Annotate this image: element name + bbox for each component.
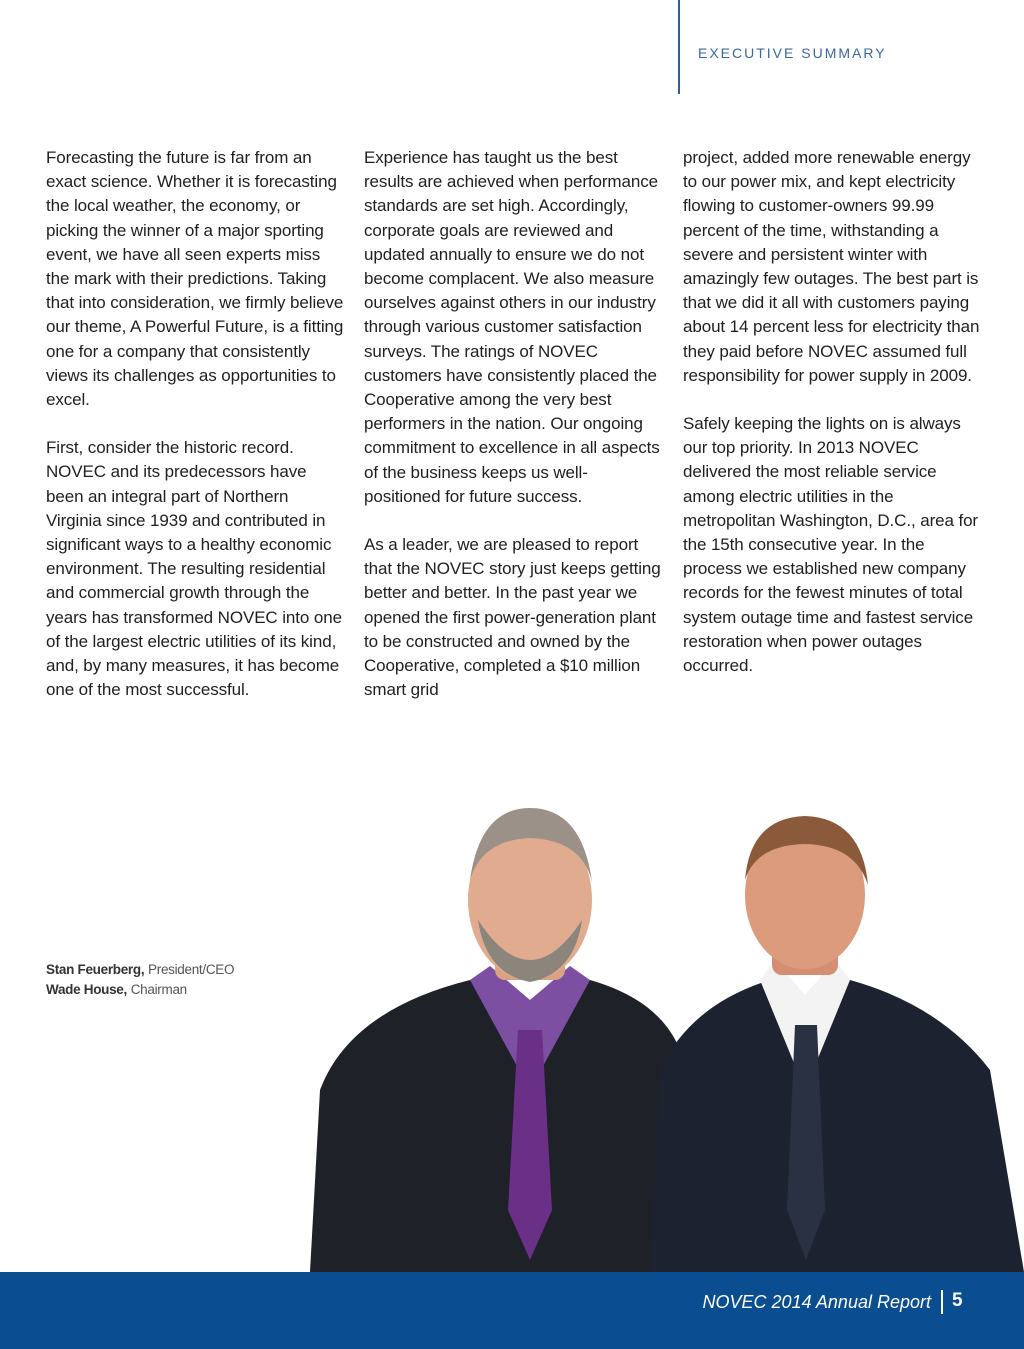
- person-name: Wade House,: [46, 982, 127, 997]
- person-name: Stan Feuerberg,: [46, 962, 145, 977]
- header-divider: [678, 0, 680, 94]
- paragraph: As a leader, we are pleased to report that the NOVEC story just keeps getting better and better. In the past year we opened the first power-generation plant to be constructed and owned by the Cooperative, completed a $10 million smart grid: [364, 535, 661, 700]
- paragraph: Safely keeping the lights on is always our top priority. In 2013 NOVEC delivered the most reliable service among electric utilities in the metropolitan Washington, D.C., area for the 15th consecutive year. In the process we established new company records for the fewest minutes of total system outage time and fastest service restoration when power outages occurred.: [683, 414, 978, 676]
- text-column-2: [364, 146, 664, 726]
- person-role: President/CEO: [148, 962, 235, 977]
- page-number: 5: [952, 1290, 963, 1311]
- right-suit: [650, 980, 1024, 1272]
- section-label: EXECUTIVE SUMMARY: [698, 45, 887, 61]
- paragraph: Experience has taught us the best results are achieved when performance standards are set high. Accordingly, corporate goals are reviewed and updated annually to ensure we do not become complacent. We also measure ourselves against others in our industry through various customer satisfaction surveys. The ratings of NOVEC customers have consistently placed the Cooperative among the very best performers in the nation. Our ongoing commitment to excellence in all aspects of the business keeps us well-positioned for future success.: [364, 148, 660, 506]
- text-column-1: [46, 146, 346, 726]
- person-role: Chairman: [130, 982, 187, 997]
- paragraph: Forecasting the future is far from an exact science. Whether it is forecasting the local weather, the economy, or picking the winner of a major sporting event, we have all seen experts miss the mark with their predictions. Taking that into consideration, we firmly believe our theme, A Powerful Future, is a fitting one for a company that consistently views its challenges as opportunities to excel.: [46, 148, 344, 410]
- text-column-3: [683, 146, 983, 702]
- executives-photo: [290, 790, 1024, 1272]
- footer-title: NOVEC 2014 Annual Report: [702, 1292, 931, 1312]
- footer-bar: [0, 1272, 1024, 1349]
- caption-line-2: [46, 980, 234, 1000]
- paragraph: project, added more renewable energy to our power mix, and kept electricity flowing to customer-owners 99.99 percent of the time, withstanding a severe and persistent winter with amazingly few outages. The best part is that we did it all with customers paying about 14 percent less for electricity than they paid before NOVEC assumed full responsibility for power supply in 2009.: [683, 148, 980, 385]
- photo-caption: [46, 960, 234, 1000]
- footer-separator: [941, 1290, 943, 1314]
- paragraph: First, consider the historic record. NOVEC and its predecessors have been an integral part of Northern Virginia since 1939 and contributed in significant ways to a healthy economic environment. The resulting residential and commercial growth through the years has transformed NOVEC into one of the largest electric utilities of its kind, and, by many measures, it has become one of the most successful.: [46, 438, 342, 700]
- caption-line-1: [46, 960, 234, 980]
